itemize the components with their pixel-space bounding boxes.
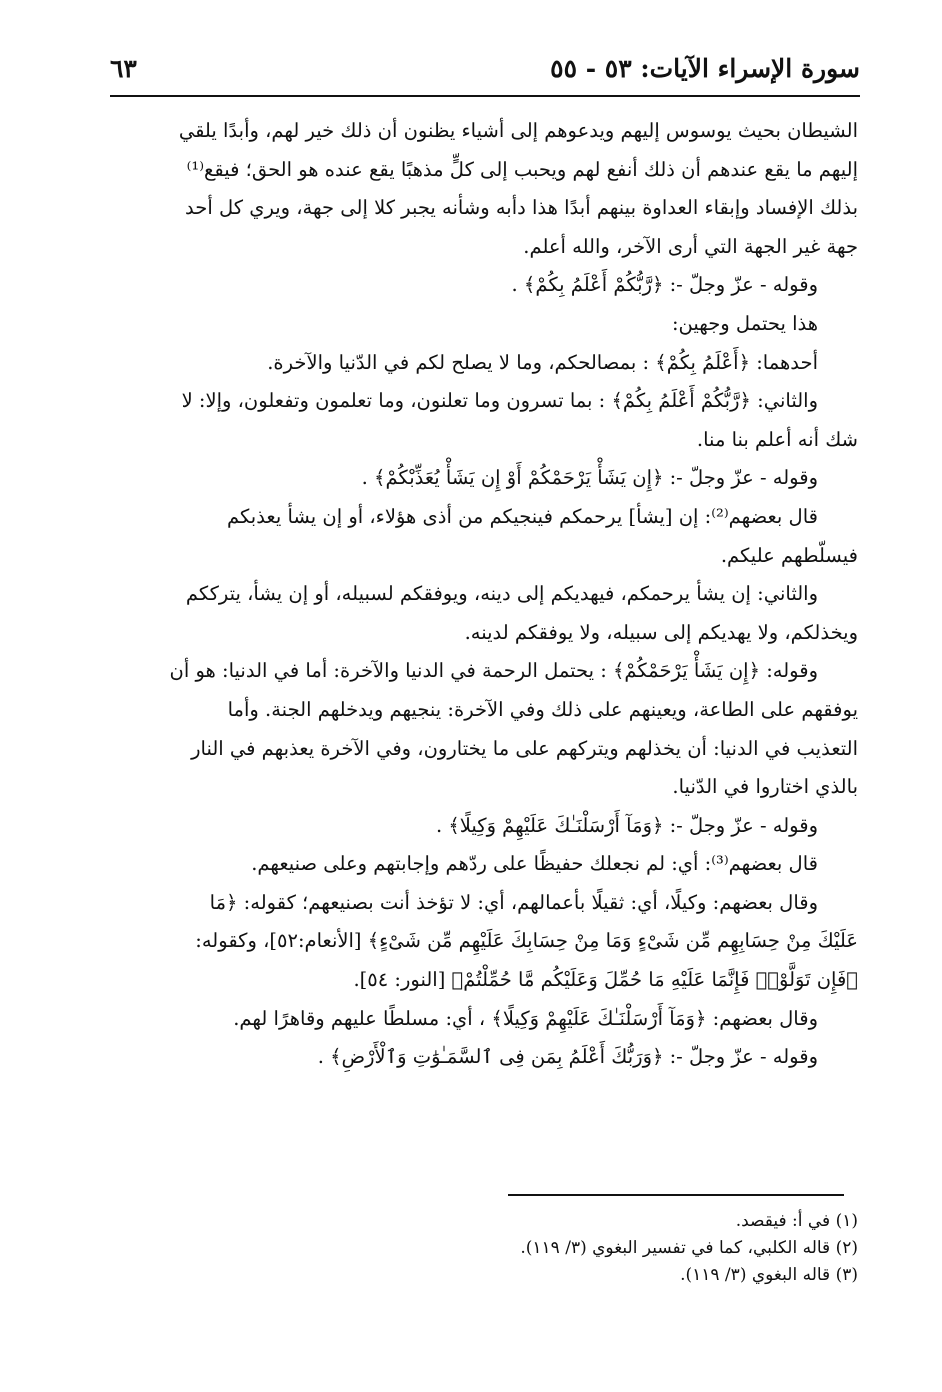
text-line: فيسلّطهم عليكم. [720, 543, 858, 567]
footnote-divider [508, 1194, 844, 1196]
footnote: (٢) قاله الكلبي، كما في تفسير البغوي (٣/ ١١٩). [520, 1238, 858, 1258]
text-line: قال بعضهم⁽³⁾: أي: لم نجعلك حفيظًا على ردّهم وإجابتهم وعلى صنيعهم. [251, 852, 818, 876]
main-text [110, 112, 858, 1077]
text-line: بالذي اختاروا في الدّنيا. [672, 775, 858, 799]
text-line: جهة غير الجهة التي أرى الآخر، والله أعلم. [523, 234, 858, 258]
text-line: شك أنه أعلم بنا منا. [696, 427, 858, 451]
text-line: عَلَيْكَ مِنْ حِسَابِهِم مِّن شَىْءٍ وَمَا مِنْ حِسَابِكَ عَلَيْهِم مِّن شَىْءٍ﴾ [الأنعام:٥٢]، وكقوله: [195, 929, 858, 953]
text-line: قال بعضهم⁽²⁾: إن [يشأ] يرحمكم فينجيكم من أذى هؤلاء، أو إن يشأ يعذبكم [227, 504, 818, 528]
text-line: وقوله - عزّ وجلّ -: ﴿إِن يَشَأْ يَرْحَمْكُمْ أَوْ إِن يَشَأْ يُعَذِّبْكُمْ﴾ . [361, 466, 818, 490]
footnote: (١) في أ: فيقصد. [735, 1211, 858, 1231]
text-line: ويخذلكم، ولا يهديكم إلى سبيله، ولا يوفقكم لدينه. [464, 620, 858, 644]
text-line: إليهم ما يقع عندهم أن ذلك أنفع لهم ويحبب إلى كلٍّ مذهبًا يقع عنده هو الحق؛ فيقع⁽¹⁾ [186, 157, 858, 181]
header-divider [110, 95, 860, 97]
text-line: وقال بعضهم: ﴿وَمَآ أَرْسَلْنَـٰكَ عَلَيْهِمْ وَكِيلًا﴾ ، أي: مسلطًا عليهم وقاهرًا لهم. [233, 1006, 818, 1030]
footnote: (٣) قاله البغوي (٣/ ١١٩). [680, 1265, 858, 1285]
text-line: التعذيب في الدنيا: أن يخذلهم ويتركهم على ما يختارون، وفي الآخرة يعذبهم في النار [191, 736, 858, 760]
text-line: الشيطان بحيث يوسوس إليهم ويدعوهم إلى أشياء يظنون أن ذلك خير لهم، وأبدًا يلقي [178, 119, 858, 142]
text-line: بذلك الإفساد وإبقاء العداوة بينهم أبدًا هذا دأبه وشأنه يجبر كلا إلى جهة، ويري كل أحد [185, 196, 858, 220]
running-title: سورة الإسراء الآيات: ٥٣ - ٥٥ [550, 54, 860, 83]
text-line: يوفقهم على الطاعة، ويعينهم على ذلك وفي الآخرة: ينجيهم ويدخلهم الجنة. وأما [227, 697, 858, 721]
text-line: هذا يحتمل وجهين: [671, 311, 818, 335]
page-header [110, 48, 860, 94]
text-line: ﴿فَإِن تَوَلَّوْا۟ فَإِنَّمَا عَلَيْهِ مَا حُمِّلَ وَعَلَيْكُم مَّا حُمِّلْتُمْ﴾ [النور: ٥٤]. [353, 968, 858, 992]
text-line: وقوله: ﴿إِن يَشَأْ يَرْحَمْكُمْ﴾ : يحتمل الرحمة في الدنيا والآخرة: أما في الدنيا: هو أن [169, 659, 818, 683]
text-line: والثاني: ﴿رَّبُّكُمْ أَعْلَمُ بِكُمْ﴾ : بما تسرون وما تعلنون، وما تعلمون وتفعلون، وإلا: لا [181, 389, 818, 413]
text-line: وقوله - عزّ وجلّ -: ﴿رَّبُّكُمْ أَعْلَمُ بِكُمْ﴾ . [511, 273, 818, 297]
text-line: وقوله - عزّ وجلّ -: ﴿وَرَبُّكَ أَعْلَمُ بِمَن فِى ٱلسَّمَـٰوَٰتِ وَٱلْأَرْضِ﴾ . [317, 1045, 818, 1069]
page-number: ٦٣ [110, 54, 137, 83]
text-line: أحدهما: ﴿أَعْلَمُ بِكُمْ﴾ : بمصالحكم، وما لا يصلح لكم في الدّنيا والآخرة. [267, 350, 818, 374]
footnotes [110, 1208, 858, 1289]
text-line: والثاني: إن يشأ يرحمكم، فيهديكم إلى دينه، ويوفقكم لسبيله، أو إن يشأ، يترككم [185, 582, 818, 606]
text-line: وقال بعضهم: وكيلًا، أي: ثقيلًا بأعمالهم، أي: لا تؤخذ أنت بصنيعهم؛ كقوله: ﴿مَا [209, 890, 818, 914]
text-line: وقوله - عزّ وجلّ -: ﴿وَمَآ أَرْسَلْنَـٰكَ عَلَيْهِمْ وَكِيلًا﴾ . [435, 813, 818, 837]
